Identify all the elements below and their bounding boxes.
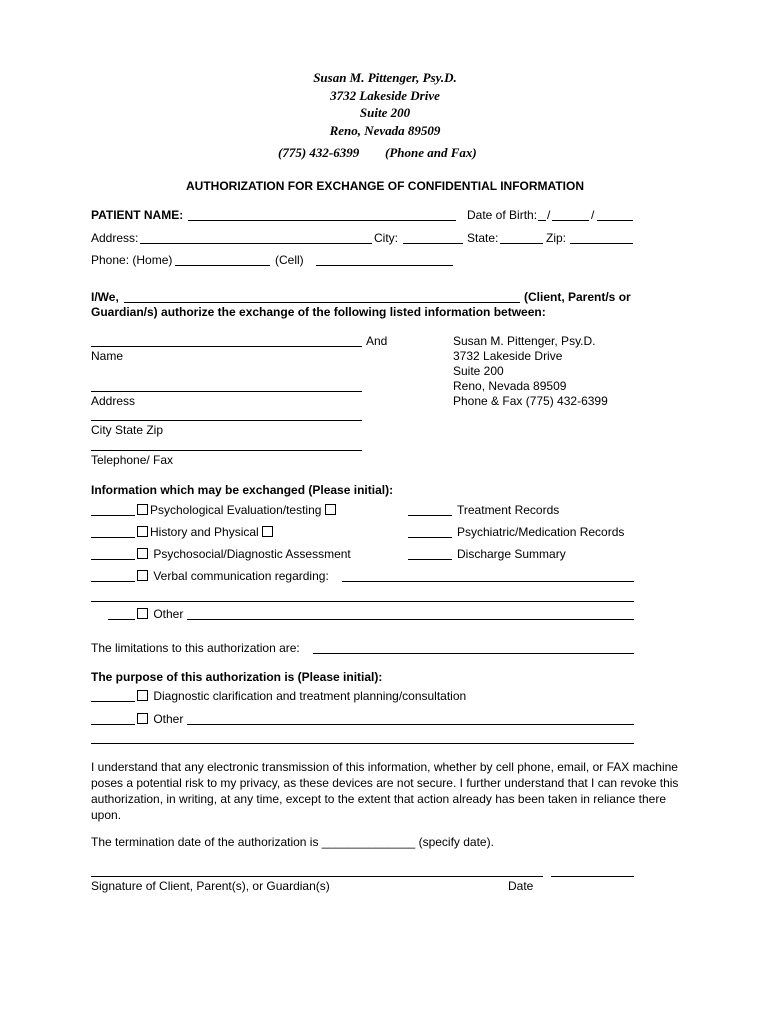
option-purpose-other-label: Other xyxy=(153,712,184,726)
header-name: Susan M. Pittenger, Psy.D. xyxy=(313,70,457,85)
checkbox-icon[interactable] xyxy=(325,504,336,515)
and-label: And xyxy=(366,334,388,348)
phone-cell-field[interactable] xyxy=(316,265,453,266)
option-diagnostic xyxy=(137,689,466,703)
zip-field[interactable] xyxy=(570,243,633,244)
form-title: AUTHORIZATION FOR EXCHANGE OF CONFIDENTIAL INFORMATION xyxy=(186,179,584,193)
limitations-label: The limitations to this authorization are: xyxy=(91,641,300,655)
dob-day-field[interactable] xyxy=(552,220,589,221)
checkbox-icon[interactable] xyxy=(137,526,148,537)
date-label: Date xyxy=(508,879,534,893)
option-verbal xyxy=(137,569,329,583)
iwe-label: I/We, xyxy=(91,290,119,304)
header-phone: (775) 432-6399 xyxy=(278,145,360,160)
option-psychiatric-label: Psychiatric/Medication Records xyxy=(457,525,625,539)
option-verbal-label: Verbal communication regarding: xyxy=(153,569,329,583)
checkbox-icon[interactable] xyxy=(137,713,148,724)
option-other xyxy=(137,607,183,621)
option-diagnostic-label: Diagnostic clarification and treatment planning/consultation xyxy=(153,689,467,703)
party-citystatezip-label: City State Zip xyxy=(91,423,164,437)
option-other-label: Other xyxy=(153,607,184,621)
city-field[interactable] xyxy=(403,243,463,244)
zip-label: Zip: xyxy=(546,231,567,245)
dob-sep-2: / xyxy=(591,208,595,222)
address-label: Address: xyxy=(91,231,139,245)
provider-suite: Suite 200 xyxy=(453,364,504,378)
party-address-field[interactable] xyxy=(91,391,362,392)
client-label: (Client, Parent/s or xyxy=(524,290,631,304)
dob-month-field[interactable] xyxy=(538,220,546,221)
party-address-label: Address xyxy=(91,394,136,408)
initial-other[interactable] xyxy=(108,619,135,620)
termination-text: The termination date of the authorization is ______________ (specify date). xyxy=(91,835,494,849)
state-label: State: xyxy=(467,231,499,245)
info-heading: Information which may be exchanged (Please initial): xyxy=(91,483,394,497)
option-psych-eval xyxy=(137,503,338,517)
option-purpose-other xyxy=(137,712,183,726)
option-discharge-label: Discharge Summary xyxy=(457,547,566,561)
header-suite: Suite 200 xyxy=(359,105,411,120)
date-field[interactable] xyxy=(551,876,634,877)
initial-psych-eval[interactable] xyxy=(91,515,135,516)
state-field[interactable] xyxy=(500,243,543,244)
dob-label: Date of Birth: xyxy=(467,208,538,222)
option-history-label: History and Physical xyxy=(150,525,259,539)
checkbox-icon[interactable] xyxy=(137,504,148,515)
option-psychosocial xyxy=(137,547,351,561)
provider-name: Susan M. Pittenger, Psy.D. xyxy=(453,334,596,348)
purpose-heading: The purpose of this authorization is (Please initial): xyxy=(91,670,383,684)
purpose-other-field[interactable] xyxy=(187,724,634,725)
purpose-other-field-2[interactable] xyxy=(91,743,634,744)
patient-name-label: PATIENT NAME: xyxy=(91,208,184,222)
iwe-field[interactable] xyxy=(124,302,520,303)
city-label: City: xyxy=(374,231,398,245)
checkbox-icon[interactable] xyxy=(137,690,148,701)
option-psych-eval-label: Psychological Evaluation/testing xyxy=(150,503,322,517)
party-telephone-field[interactable] xyxy=(91,450,362,451)
other-field[interactable] xyxy=(187,619,634,620)
disclaimer-text: I understand that any electronic transmission of this information, whether by cell phone, email, or FAX machine poses a potential risk to my privacy, as these devices are not secure. I further understand that I can revoke this authorization, in writing, at any time, except to the extent that action already has been taken in reliance there upon. xyxy=(91,760,679,822)
header-street: 3732 Lakeside Drive xyxy=(330,88,440,103)
provider-city: Reno, Nevada 89509 xyxy=(453,379,567,393)
initial-psychiatric[interactable] xyxy=(408,537,452,538)
phone-cell-label: (Cell) xyxy=(275,253,304,267)
patient-name-field[interactable] xyxy=(188,220,456,221)
initial-diagnostic[interactable] xyxy=(91,701,135,702)
provider-phone: Phone & Fax (775) 432-6399 xyxy=(453,394,608,408)
signature-label: Signature of Client, Parent(s), or Guardian(s) xyxy=(91,879,330,893)
verbal-field[interactable] xyxy=(342,581,634,582)
signature-field[interactable] xyxy=(91,876,543,877)
initial-treatment[interactable] xyxy=(408,515,452,516)
checkbox-icon[interactable] xyxy=(137,570,148,581)
phone-home-label: Phone: (Home) xyxy=(91,253,173,267)
dob-sep-1: / xyxy=(547,208,551,222)
party-name-field[interactable] xyxy=(91,346,362,347)
consent-line2: Guardian/s) authorize the exchange of the following listed information between: xyxy=(91,305,546,319)
phone-home-field[interactable] xyxy=(175,265,270,266)
dob-year-field[interactable] xyxy=(597,220,633,221)
initial-verbal[interactable] xyxy=(91,581,135,582)
party-name-label: Name xyxy=(91,349,124,363)
address-field[interactable] xyxy=(140,243,372,244)
limitations-field[interactable] xyxy=(313,653,634,654)
provider-street: 3732 Lakeside Drive xyxy=(453,349,563,363)
party-citystatezip-field[interactable] xyxy=(91,420,362,421)
checkbox-icon[interactable] xyxy=(262,526,273,537)
option-psychosocial-label: Psychosocial/Diagnostic Assessment xyxy=(153,547,351,561)
header-phone-note: (Phone and Fax) xyxy=(385,145,477,160)
party-telephone-label: Telephone/ Fax xyxy=(91,453,174,467)
header-city: Reno, Nevada 89509 xyxy=(329,123,441,138)
verbal-field-2[interactable] xyxy=(91,601,634,602)
checkbox-icon[interactable] xyxy=(137,608,148,619)
option-treatment-label: Treatment Records xyxy=(457,503,560,517)
option-history xyxy=(137,525,275,539)
initial-psychosocial[interactable] xyxy=(91,559,135,560)
checkbox-icon[interactable] xyxy=(137,548,148,559)
initial-history[interactable] xyxy=(91,537,135,538)
initial-discharge[interactable] xyxy=(408,559,452,560)
initial-purpose-other[interactable] xyxy=(91,724,135,725)
